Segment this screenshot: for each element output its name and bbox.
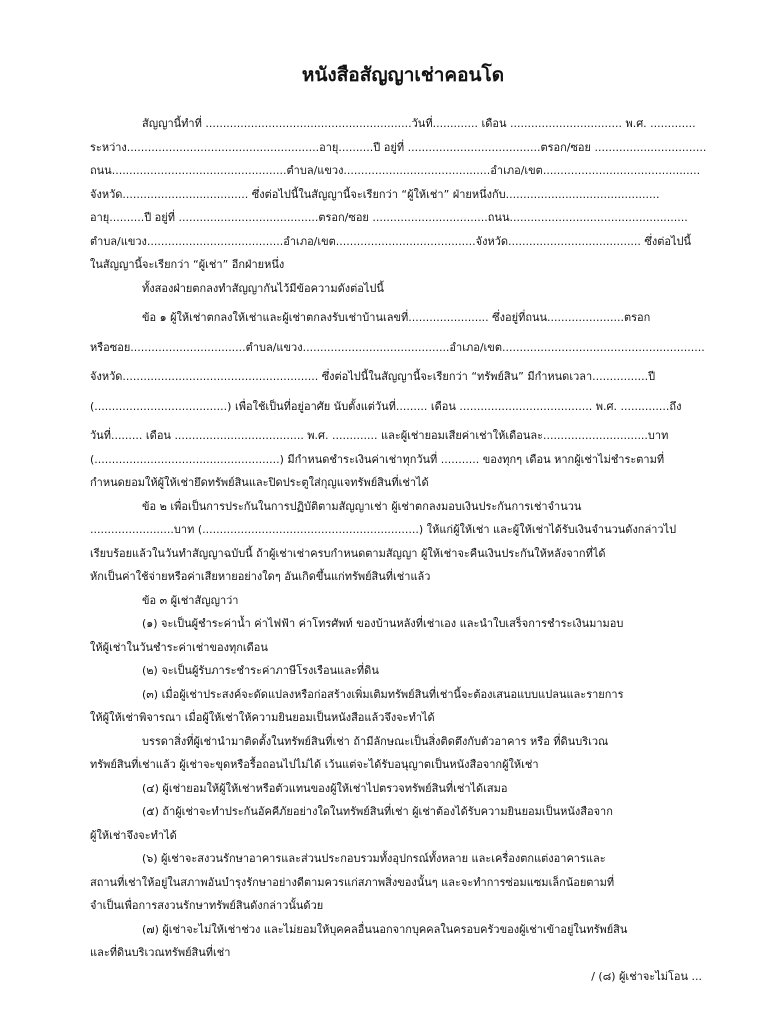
doc-line: บรรดาสิ่งที่ผู้เช่านำมาติดตั้งในทรัพย์สินที่เช่า ถ้ามีลักษณะเป็นสิ่งติดตึงกับตัวอาคาร หรือ ที่ดินบริเวณ xyxy=(142,734,609,748)
doc-line: ระหว่าง.......................................................อายุ..........ปี อยู่ที่ ......................................ตรอก/ซอย ................................ xyxy=(90,140,706,154)
doc-line: สัญญานี้ทำที่ ...........................................................วันที่............. เดือน ................................ พ.ศ. ............. xyxy=(142,117,696,130)
doc-line: (๕) ถ้าผู้เช่าจะทำประกันอัคคีภัยอย่างใดในทรัพย์สินที่เช่า ผู้เช่าต้องได้รับความยินยอมเป็นหนังสือจาก xyxy=(142,805,613,818)
doc-line: สถานที่เช่าให้อยู่ในสภาพอันบำรุงรักษาอย่างดีตามควรแก่สภาพสิ่งของนั้นๆ และจะทำการซ่อมแซมเล็กน้อยตามที่ xyxy=(90,875,615,889)
doc-line: (๑) จะเป็นผู้ชำระค่าน้ำ ค่าไฟฟ้า ค่าโทรศัพท์ ของบ้านหลังที่เช่าเอง และนำใบเสร็จการชำระเงินมามอบ xyxy=(142,617,624,630)
doc-line: ให้ผู้ให้เช่าพิจารณา เมื่อผู้ให้เช่าให้ความยินยอมเป็นหนังสือแล้วจึงจะทำได้ xyxy=(90,711,435,724)
clause-3-heading: ข้อ ๓ ผู้เช่าสัญญาว่า xyxy=(142,593,239,607)
doc-line: (๓) เมื่อผู้เช่าประสงค์จะดัดแปลงหรือก่อสร้างเพิ่มเติมทรัพย์สินที่เช่านี้จะต้องเสนอแบบแปลนและรายการ xyxy=(142,687,624,701)
doc-line: ให้ผู้เช่าในวันชำระค่าเช่าของทุกเดือน xyxy=(90,640,268,654)
doc-line: ในสัญญานี้จะเรียกว่า “ผู้เช่า” อีกฝ่ายหนึ่ง xyxy=(90,258,285,271)
doc-line: หักเป็นค่าใช้จ่ายหรือค่าเสียหายอย่างใดๆ อันเกิดขึ้นแก่ทรัพย์สินที่เช่าแล้ว xyxy=(90,570,431,583)
doc-line: กำหนดยอมให้ผู้ให้เช่ายึดทรัพย์สินและปิดประตูใส่กุญแจทรัพย์สินที่เช่าได้ xyxy=(90,476,429,489)
doc-line: (๗) ผู้เช่าจะไม่ให้เช่าช่วง และไม่ยอมให้บุคคลอื่นนอกจากบุคคลในครอบครัวของผู้เช่าเข้าอยู่ในทรัพย์สิน xyxy=(142,922,628,936)
doc-line: จังหวัด.................................... ซึ่งต่อไปนี้ในสัญญานี้จะเรียกว่า “ผู้ให้เช่า” ฝ่ายหนึ่งกับ............................................ xyxy=(90,187,660,201)
clause-2-heading: ข้อ ๒ เพื่อเป็นการประกันในการปฏิบัติตามสัญญาเช่า ผู้เช่าตกลงมอบเงินประกันการเช่าจำนวน xyxy=(142,499,582,513)
doc-line: อายุ..........ปี อยู่ที่ ........................................ตรอก/ซอย .................................ถนน................................................... xyxy=(90,211,688,224)
document-title: หนังสือสัญญาเช่าคอนโด xyxy=(301,64,505,86)
doc-line: (๒) จะเป็นผู้รับภาระชำระค่าภาษีโรงเรือนและที่ดิน xyxy=(142,664,379,677)
doc-line: หรือซอย.................................ตำบล/แขวง..........................................อำเภอ/เขต.......................................................... xyxy=(90,340,705,354)
doc-line: (๔) ผู้เช่ายอมให้ผู้ให้เช่าหรือตัวแทนของผู้ให้เช่าไปตรวจทรัพย์สินที่เช่าได้เสมอ xyxy=(142,781,508,795)
continuation-note: / (๘) ผู้เช่าจะไม่โอน ... xyxy=(591,969,702,983)
doc-line: (......................................) เพื่อใช้เป็นที่อยู่อาศัย นับตั้งแต่วันที่......... เดือน ...................................... พ.ศ. ..............ถึง xyxy=(90,399,682,413)
doc-line: ตำบล/แขวง.......................................อำเภอ/เขต........................................จังหวัด...................................... ซึ่งต่อไปนี้ xyxy=(90,234,692,248)
doc-line: ถนน..................................................ตำบล/แขวง..........................................อำเภอ/เขต............................................. xyxy=(90,164,701,177)
doc-line: ผู้ให้เช่าจึงจะทำได้ xyxy=(90,828,177,842)
doc-line: (๖) ผู้เช่าจะสงวนรักษาอาคารและส่วนประกอบรวมทั้งอุปกรณ์ทั้งหลาย และเครื่องตกแต่งอาคารและ xyxy=(142,852,606,865)
doc-line: จำเป็นเพื่อการสงวนรักษาทรัพย์สินดังกล่าวนั้นด้วย xyxy=(90,899,324,912)
doc-line: เรียบร้อยแล้วในวันทำสัญญาฉบับนี้ ถ้าผู้เช่าเช่าครบกำหนดตามสัญญา ผู้ให้เช่าจะคืนเงินประกันให้หลังจากที่ได้ xyxy=(90,546,606,560)
doc-line: (.....................................................) มีกำหนดชำระเงินค่าเช่าทุกวันที่ ........... ของทุกๆ เดือน หากผู้เช่าไม่ชำระตามที่ xyxy=(90,452,665,466)
clause-1-heading: ข้อ ๑ ผู้ให้เช่าตกลงให้เช่าและผู้เช่าตกลงรับเช่าบ้านเลขที่....................... ซึ่งอยู่ที่ถนน......................ตรอก xyxy=(142,311,651,324)
doc-line: ทรัพย์สินที่เช่าแล้ว ผู้เช่าจะขุดหรือรื้อถอนไปไม่ได้ เว้นแต่จะได้รับอนุญาตเป็นหนังสือจากผู้ให้เช่า xyxy=(90,758,539,771)
document-body xyxy=(90,112,706,988)
doc-line: วันที่......... เดือน ..................................... พ.ศ. ............. และผู้เช่ายอมเสียค่าเช่าให้เดือนละ..............................บาท xyxy=(90,429,669,442)
doc-line: ........................บาท (..............................................................) ให้แก่ผู้ให้เช่า และผู้ให้เช่าได้รับเงินจำนวนดังกล่าวไป xyxy=(90,523,677,536)
doc-line: ทั้งสองฝ่ายตกลงทำสัญญากันไว้มีข้อความดังต่อไปนี้ xyxy=(142,281,384,295)
doc-line: จังหวัด........................................................ ซึ่งต่อไปนี้ในสัญญานี้จะเรียกว่า “ทรัพย์สิน” มีกำหนดเวลา................ปี xyxy=(90,370,656,383)
doc-line: และที่ดินบริเวณทรัพย์สินที่เช่า xyxy=(90,946,231,959)
